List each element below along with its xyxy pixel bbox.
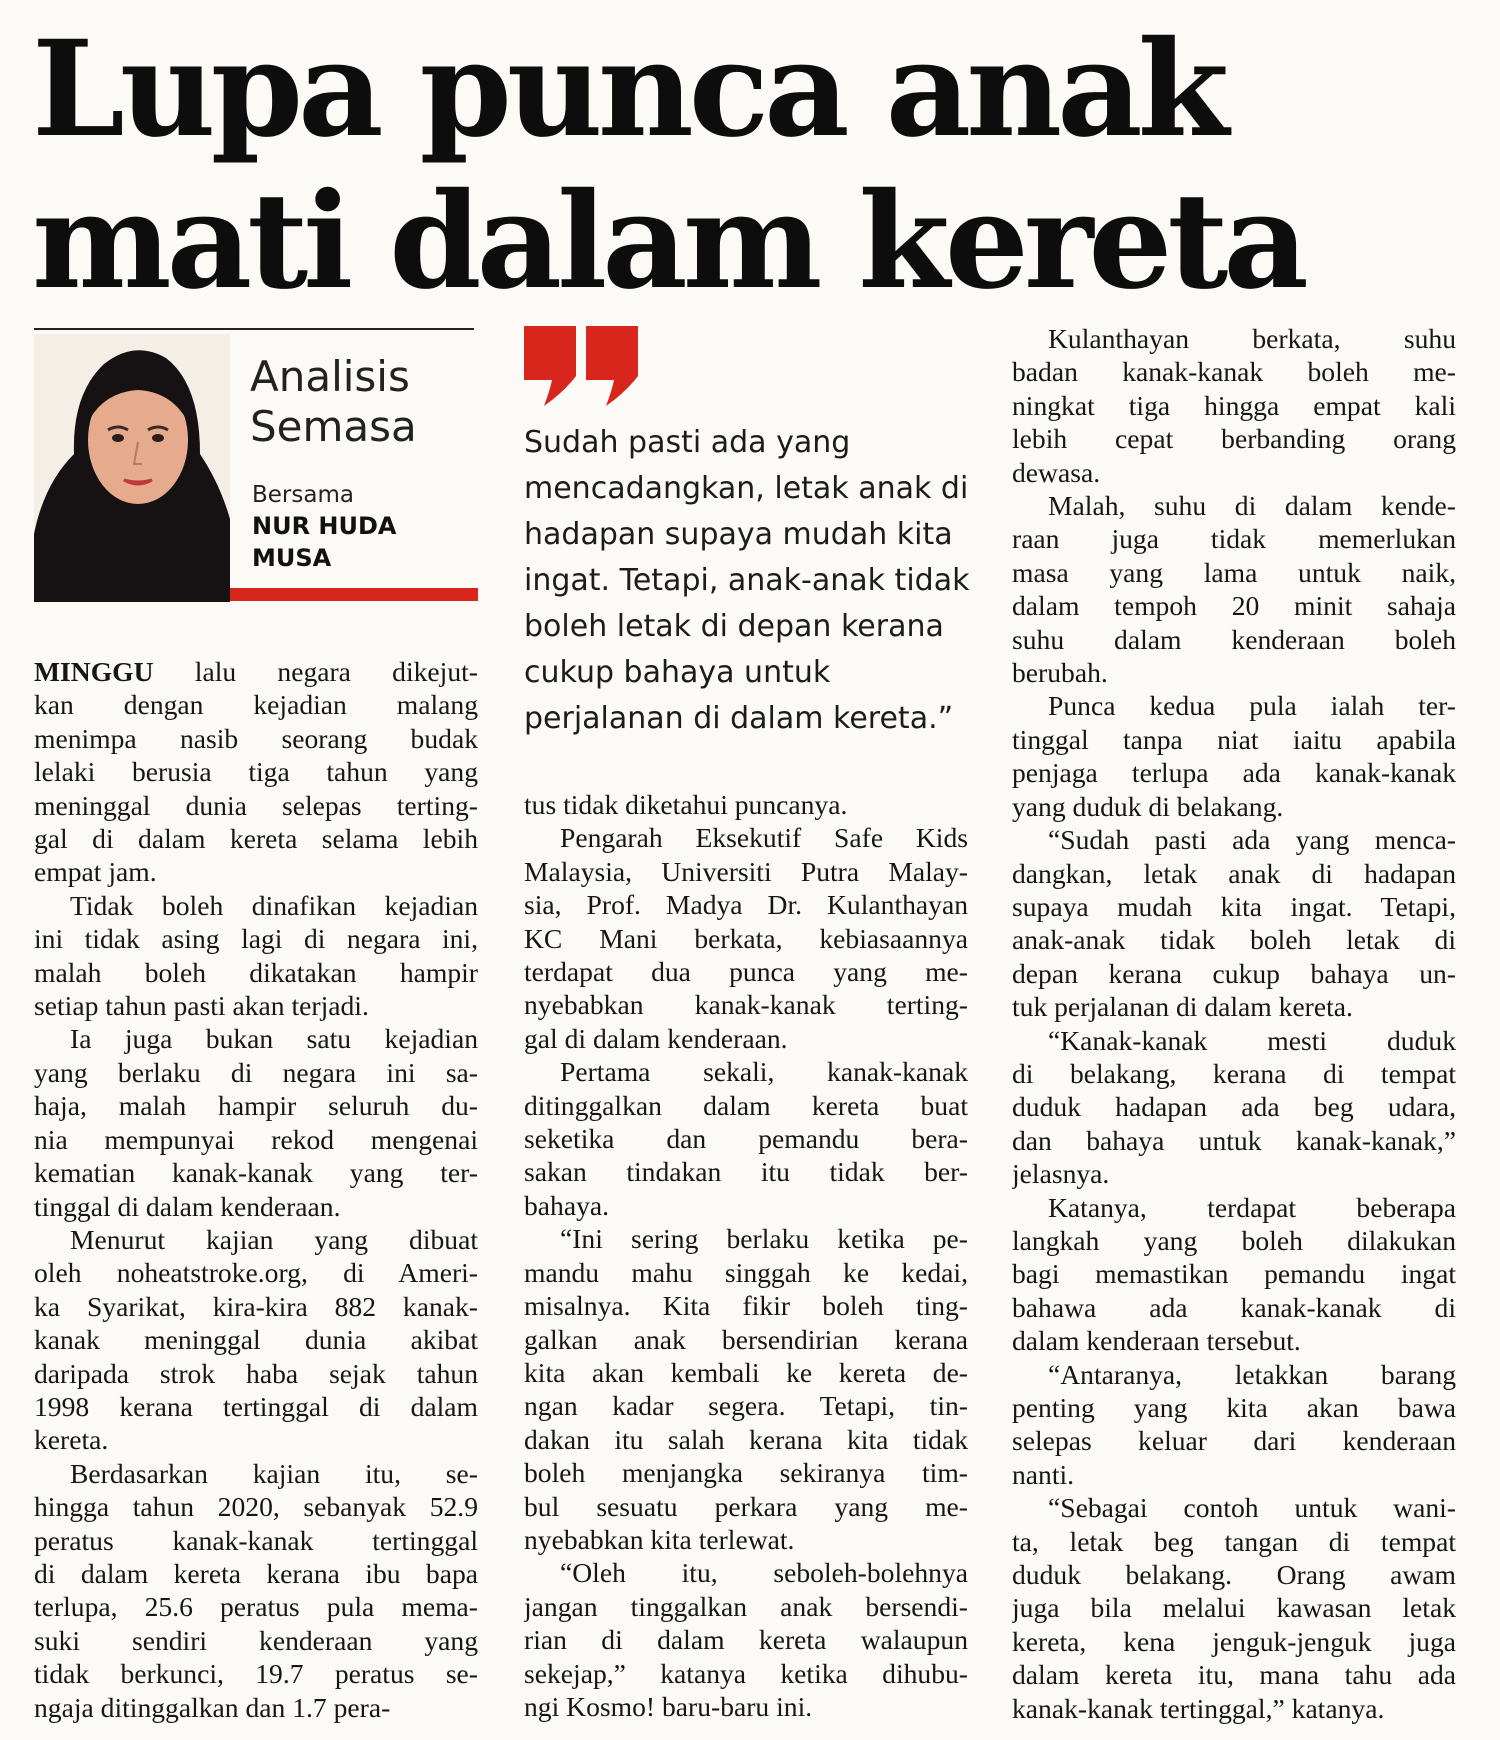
col3-line [1012,1224,1456,1257]
byline-rule [34,328,474,330]
line-text: dangkan, letak anak di hadapan [1012,857,1456,889]
column-name [250,352,490,452]
col3-line [1012,1558,1456,1591]
col1-line [34,655,478,688]
col2-line [524,1222,968,1255]
line-text: di belakang, kerana di tempat [1012,1057,1456,1089]
line-text: Katanya, terdapat beberapa [1048,1191,1456,1223]
col1-line [34,1123,478,1156]
col1-line [34,1657,478,1690]
col3-line [1012,689,1456,722]
col2-line [524,1623,968,1656]
col3-line [1012,1191,1456,1224]
line-text: misalnya. Kita fikir boleh ting- [524,1290,968,1322]
line-text: “Oleh itu, seboleh-bolehnya [560,1557,968,1589]
line-text: Malaysia, Universiti Putra Malay- [524,855,968,887]
col3-line [1012,422,1456,455]
line-text: ngaja ditinggalkan dan 1.7 pera- [34,1691,391,1723]
line-text: sekejap,” katanya ketika dihubu- [524,1657,968,1689]
col2-line [524,1556,968,1589]
col1-line [34,1290,478,1323]
line-text: ningkat tiga hingga empat kali [1012,389,1456,421]
line-text: penting yang kita akan bawa [1012,1392,1456,1423]
col1-line [34,1223,478,1256]
col2-line [524,1590,968,1623]
line-text: suki sendiri kenderaan yang [34,1624,478,1656]
col1-line [34,1256,478,1289]
line-text: oleh noheatstroke.org, di Ameri- [34,1257,478,1289]
line-text: nia mempunyai rekod mengenai [34,1123,478,1155]
line-text: bul sesuatu perkara yang me- [524,1490,968,1522]
col3-line [1012,1124,1456,1157]
col1-line [34,789,478,822]
col1-line [34,1524,478,1557]
line-text: supaya mudah kita ingat. Tetapi, [1012,890,1456,922]
col3-line [1012,790,1456,823]
line-text: sia, Prof. Madya Dr. Kulanthayan [524,889,968,921]
line-text: bahaya. [524,1189,610,1221]
line-text: dewasa. [1012,456,1101,488]
col2-line [524,788,968,821]
col2-line [524,1122,968,1155]
col3-line [1012,1458,1456,1491]
line-text: “Sudah pasti ada yang menca- [1048,824,1456,856]
line-text: rian di dalam kereta walaupun [524,1624,968,1656]
line-text: “Ini sering berlaku ketika pe- [560,1223,968,1255]
col1-line [34,889,478,922]
line-text: 1998 kerana tertinggal di dalam [34,1390,478,1422]
col3-line [1012,322,1456,355]
column-name-line-2: Semasa [250,402,417,451]
line-text: Punca kedua pula ialah ter- [1048,690,1456,722]
col3-line [1012,1424,1456,1457]
col2-line [524,1356,968,1389]
col3-line [1012,823,1456,856]
col1-line [34,1323,478,1356]
col3-line [1012,1625,1456,1658]
line-text: dalam kereta itu, mana tahu ada [1012,1659,1456,1691]
col2-line [524,1389,968,1422]
col1-line [34,1089,478,1122]
col1-line [34,1357,478,1390]
line-text: nanti. [1012,1458,1075,1490]
line-text: terlupa, 25.6 peratus pula mema- [34,1591,478,1623]
line-text: ta, letak beg tangan di tempat [1012,1525,1456,1557]
col3-line [1012,1692,1456,1725]
col3-line [1012,1491,1456,1524]
line-text: lalu negara dikejut- [153,656,478,687]
line-text: duduk belakang. Orang awam [1012,1559,1456,1591]
line-text: jelasnya. [1012,1158,1110,1190]
col3-line [1012,857,1456,890]
line-text: kita akan kembali ke kereta de- [524,1356,968,1388]
line-text: depan kerana cukup bahaya un- [1012,957,1456,989]
col2-line [524,1155,968,1188]
column-name-line-1: Analisis [250,352,410,401]
line-text: berubah. [1012,657,1108,689]
col3-line [1012,1057,1456,1090]
author-name [252,510,452,574]
line-text: KC Mani berkata, kebiasaannya [524,922,968,954]
col2-line [524,1089,968,1122]
col3-line [1012,890,1456,923]
line-text: tus tidak diketahui puncanya. [524,789,848,820]
col1-line [34,1423,478,1456]
col3-line [1012,1257,1456,1290]
line-text: ditinggalkan dalam kereta buat [524,1089,968,1121]
col1-line [34,1022,478,1055]
line-text: hingga tahun 2020, sebanyak 52.9 [34,1491,478,1523]
line-text: malah boleh dikatakan hampir [34,956,478,988]
line-text: dakan itu salah kerana kita tidak [524,1423,968,1455]
col1-line [34,1490,478,1523]
col2-line [524,1523,968,1556]
col1-line [34,755,478,788]
headline-line-2: mati dalam kereta [32,164,1304,319]
line-text: galkan anak bersendirian kerana [524,1323,968,1355]
line-text: jangan tinggalkan anak bersendi- [524,1590,968,1622]
author-name-line-2: MUSA [252,544,332,572]
col3-line [1012,623,1456,656]
col1-line [34,922,478,955]
line-text: anak-anak tidak boleh letak di [1012,924,1456,956]
line-text: Tidak boleh dinafikan kejadian [70,889,478,921]
line-text: terdapat dua punca yang me- [524,956,968,988]
col1-line [34,688,478,721]
line-text: nyebabkan kita terlewat. [524,1523,795,1555]
line-text: juga bila melalui kawasan letak [1012,1592,1456,1624]
line-text: penjaga terlupa ada kanak-kanak [1012,757,1456,789]
author-portrait-image [34,334,230,602]
headline [32,14,1472,318]
line-text: ini tidak asing lagi di negara ini, [34,923,478,955]
col2-line [524,1256,968,1289]
line-text: meninggal dunia selepas terting- [34,789,478,821]
col3-line [1012,1024,1456,1057]
line-text: kanak-kanak tertinggal,” katanya. [1012,1692,1385,1724]
line-text: “Kanak-kanak mesti duduk [1048,1024,1456,1056]
line-text: peratus kanak-kanak tertinggal [34,1524,478,1556]
col3-line [1012,957,1456,990]
col2-line [524,1490,968,1523]
line-text: setiap tahun pasti akan terjadi. [34,990,369,1022]
line-text: ka Syarikat, kira-kira 882 kanak- [34,1290,478,1322]
col3-line [1012,1525,1456,1558]
col3-line [1012,1358,1456,1391]
line-text: kereta. [34,1424,109,1456]
col3-line [1012,990,1456,1023]
line-text: Menurut kajian yang dibuat [70,1223,478,1255]
col1-line [34,722,478,755]
line-text: selepas keluar dari kenderaan [1012,1425,1456,1457]
line-text: tinggal di dalam kenderaan. [34,1190,341,1222]
line-text: langkah yang boleh dilakukan [1012,1224,1456,1256]
line-text: daripada strok haba sejak tahun [34,1357,478,1389]
col1-line [34,956,478,989]
col3-line [1012,355,1456,388]
col2-line [524,855,968,888]
line-text: haja, malah hampir seluruh du- [34,1090,478,1122]
line-text: nyebabkan kanak-kanak terting- [524,989,968,1021]
author-name-line-1: NUR HUDA [252,512,397,540]
line-text: tinggal tanpa niat iaitu apabila [1012,723,1456,755]
col3-line [1012,522,1456,555]
line-text: sakan tindakan itu tidak ber- [524,1156,968,1188]
col2-line [524,1022,968,1055]
col2-line [524,1657,968,1690]
line-text: ngan kadar segera. Tetapi, tin- [524,1390,968,1422]
col1-line [34,1590,478,1623]
byline-accent-bar [230,588,478,601]
line-text: Pengarah Eksekutif Safe Kids [560,822,968,854]
col2-line [524,1189,968,1222]
line-text: dalam tempoh 20 minit sahaja [1012,590,1456,622]
col1-line [34,1624,478,1657]
col2-line [524,922,968,955]
line-text: gal di dalam kereta selama lebih [34,823,478,855]
line-text: bagi memastikan pemandu ingat [1012,1258,1456,1290]
col3-line [1012,756,1456,789]
line-text: kereta, kena jenguk-jenguk juga [1012,1625,1456,1657]
col3-line [1012,489,1456,522]
line-text: mandu mahu singgah ke kedai, [524,1256,968,1288]
line-text: lebih cepat berbanding orang [1012,423,1456,455]
article-column-1 [34,655,478,1724]
col1-line [34,1390,478,1423]
col1-line [34,1691,478,1724]
col2-line [524,888,968,921]
line-text: empat jam. [34,856,157,888]
line-text: Pertama sekali, kanak-kanak [560,1056,968,1088]
col2-line [524,1289,968,1322]
col1-line [34,822,478,855]
col3-line [1012,1291,1456,1324]
line-text: di dalam kereta kerana ibu bapa [34,1557,478,1589]
col3-line [1012,1658,1456,1691]
line-text: kan dengan kejadian malang [34,689,478,721]
line-text: menimpa nasib seorang budak [34,722,478,754]
col3-line [1012,923,1456,956]
col2-line [524,821,968,854]
col2-line [524,1423,968,1456]
col3-line [1012,556,1456,589]
line-text: lelaki berusia tiga tahun yang [34,756,478,788]
line-text: suhu dalam kenderaan boleh [1012,623,1456,655]
line-text: yang duduk di belakang. [1012,790,1284,822]
article-column-3 [1012,322,1456,1725]
col2-line [524,1323,968,1356]
col3-line [1012,656,1456,689]
col2-line [524,988,968,1021]
lead-word: MINGGU [34,656,154,687]
line-text: bahawa ada kanak-kanak di [1012,1291,1456,1323]
line-text: “Sebagai contoh untuk wani- [1048,1492,1456,1524]
col3-line [1012,456,1456,489]
author-photo [34,334,230,602]
col3-line [1012,1090,1456,1123]
col1-line [34,855,478,888]
line-text: yang berlaku di negara ini sa- [34,1056,478,1088]
line-text: badan kanak-kanak boleh me- [1012,356,1456,388]
col1-line [34,1457,478,1490]
line-text: tidak berkunci, 19.7 peratus se- [34,1658,478,1690]
line-text: Kulanthayan berkata, suhu [1048,323,1456,354]
col1-line [34,989,478,1022]
col1-line [34,1156,478,1189]
quotation-mark-icon [524,326,644,408]
line-text: raan juga tidak memerlukan [1012,523,1456,555]
line-text: duduk hadapan ada beg udara, [1012,1091,1456,1123]
line-text: “Antaranya, letakkan barang [1048,1358,1456,1390]
col2-line [524,955,968,988]
line-text: dalam kenderaan tersebut. [1012,1325,1301,1357]
headline-line-1: Lupa punca anak [32,12,1225,167]
col3-line [1012,1391,1456,1424]
line-text: dan bahaya untuk kanak-kanak,” [1012,1124,1456,1156]
article-column-2 [524,788,968,1723]
line-text: tuk perjalanan di dalam kereta. [1012,991,1353,1023]
line-text: Berdasarkan kajian itu, se- [70,1457,478,1489]
col3-line [1012,1324,1456,1357]
line-text: ngi Kosmo! baru-baru ini. [524,1690,813,1722]
col3-line [1012,389,1456,422]
pull-quote: Sudah pasti ada yang mencadangkan, letak anak di hadapan supaya mudah kita ingat. Tetapi, anak-anak tidak boleh letak di depan kerana cukup bahaya untuk perjalanan di dalam kereta.” [524,425,970,736]
col2-line [524,1690,968,1723]
col2-line [524,1456,968,1489]
col1-line [34,1056,478,1089]
col2-line [524,1055,968,1088]
line-text: Malah, suhu di dalam kende- [1048,490,1456,522]
line-text: gal di dalam kenderaan. [524,1022,788,1054]
col3-line [1012,589,1456,622]
col3-line [1012,1157,1456,1190]
col1-line [34,1557,478,1590]
col3-line [1012,1591,1456,1624]
bersama-label: Bersama [252,482,354,508]
line-text: kematian kanak-kanak yang ter- [34,1157,478,1189]
line-text: Ia juga bukan satu kejadian [70,1023,478,1055]
col3-line [1012,723,1456,756]
line-text: boleh menjangka sekiranya tim- [524,1457,968,1489]
line-text: kanak meninggal dunia akibat [34,1324,478,1356]
line-text: masa yang lama untuk naik, [1012,556,1456,588]
line-text: seketika dan pemandu bera- [524,1123,968,1155]
col1-line [34,1190,478,1223]
